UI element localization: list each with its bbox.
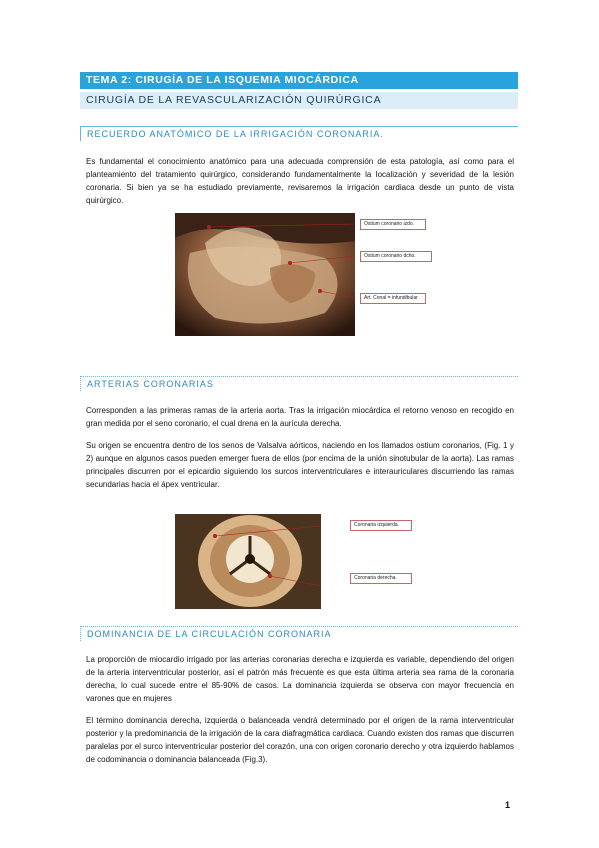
paragraph: Corresponden a las primeras ramas de la arteria aorta. Tras la irrigación miocárdica el retorno venoso en recogido en gran medida por el seno coronario, el cual drena en la aurícula derecha. <box>86 406 514 428</box>
callout-ostium-dcho: Ostium coronario dcho. <box>360 251 432 262</box>
aortic-valve-illustration <box>175 514 321 609</box>
paragraph: Su origen se encuentra dentro de los senos de Valsalva aórticos, naciendo en los llamados ostium coronarios, (Fig. 1 y 2) aunque en algunos casos pueden emerger fuera de ellos (por encima de la unión sinotubular de la aorta). Las ramas principales discurren por el epicardio siguiendo los surcos interventriculares e interauriculares discurriendo las ramas secundarias hacia el ápex ventricular. <box>86 441 514 489</box>
paragraph: La proporción de miocardio irrigado por las arterias coronarias derecha e izquierda es variable, dependiendo del origen de la arteria interventricular posterior, así el patrón más frecuente es que esta última arteria sea rama de la coronaria derecha, lo cual sucede entre el 85-90% de casos. La dominancia izquierda se observa con mayor frecuencia en varones que en mujeres <box>86 655 514 703</box>
paragraph: El término dominancia derecha, izquierda o balanceada vendrá determinado por el origen de la rama interventricular posterior y la predominancia de la irrigación de la cara diafragmática cardiaca. Cuando existen dos ramas que discurren paralelas por el surco interventricular posterior del corazón, una con origen coronario derecho y otra izquierdo hablamos de codominancia o dominancia balanceada (Fig.3). <box>86 716 514 764</box>
paragraph: Es fundamental el conocimiento anatómico para una adecuada comprensión de esta patología, así como para el planteamiento del tratamiento quirúrgico, considerando fundamentalmente la localización y severidad de la lesión coronaria. Si bien ya se ha estudiado previamente, revisaremos la irrigación cardiaca desde un punto de vista quirúrgico. <box>86 157 514 205</box>
callout-ostium-izdo: Ostium coronario izdo. <box>360 219 426 230</box>
figure-aortic-valve-photo <box>175 514 321 609</box>
figure-aortic-root-photo <box>175 213 355 336</box>
document-title: TEMA 2: CIRUGÍA DE LA ISQUEMIA MIOCÁRDICA <box>80 72 518 89</box>
callout-coronaria-derecha: Coronaria derecha. <box>350 573 412 584</box>
section-anatomy-body <box>86 155 514 207</box>
section-heading-dominancia: DOMINANCIA DE LA CIRCULACIÓN CORONARIA <box>80 626 518 641</box>
section-heading-arterias: ARTERIAS CORONARIAS <box>80 376 518 391</box>
callout-coronaria-izquierda: Coronaria izquierda. <box>350 520 412 531</box>
aortic-root-illustration <box>175 213 355 336</box>
section-arterias-body <box>86 404 514 491</box>
page-number: 1 <box>505 800 511 810</box>
callout-arteria-conal: Art. Conal = infundibular <box>360 293 426 304</box>
section-heading-anatomy: RECUERDO ANATÓMICO DE LA IRRIGACIÓN CORONARIA. <box>80 126 518 141</box>
section-dominancia-body <box>86 653 514 766</box>
document-subtitle: CIRUGÍA DE LA REVASCULARIZACIÓN QUIRÚRGICA <box>80 92 518 109</box>
